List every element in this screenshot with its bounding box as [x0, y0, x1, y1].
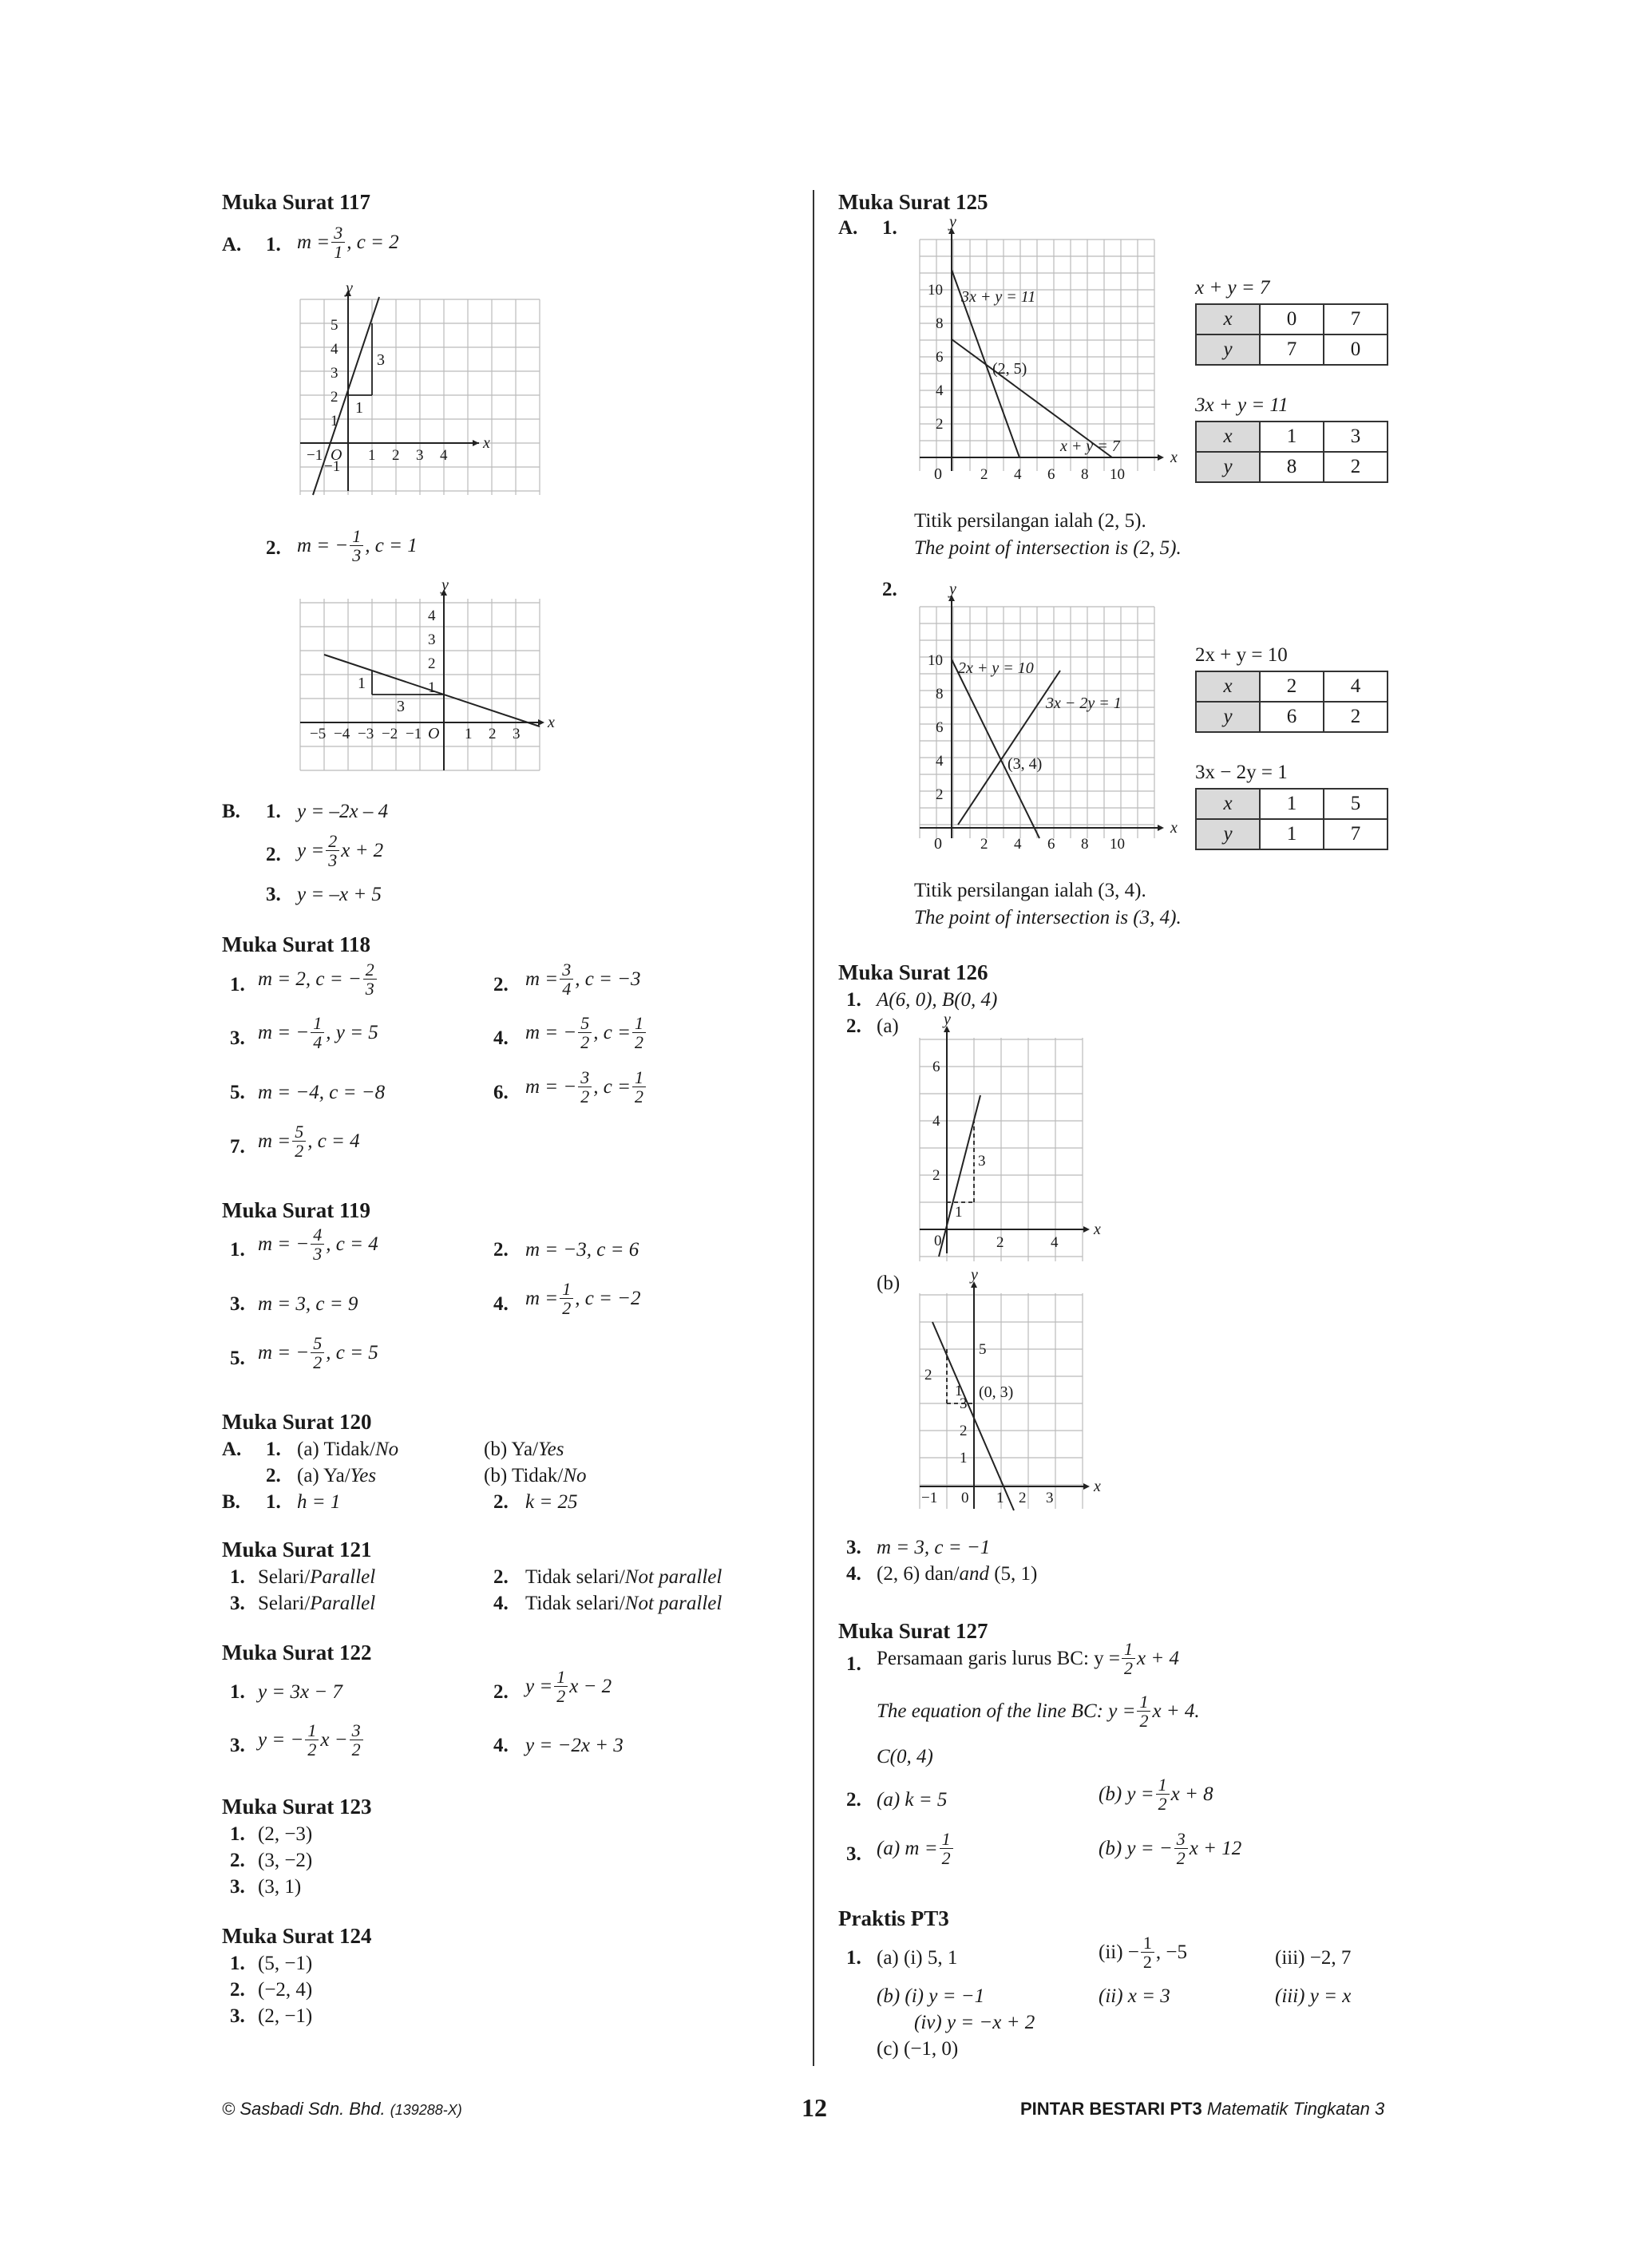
- x-tick: 2: [980, 836, 988, 853]
- x-tick: −2: [382, 726, 398, 742]
- part-b-label: B.: [222, 801, 240, 822]
- answer-120-b2: k = 25: [525, 1491, 578, 1513]
- x-axis-label: x: [1094, 1478, 1101, 1495]
- answer-118-4: m = − $\frac{5}{2}$ , c = $\frac{1}{2}$: [525, 1014, 647, 1051]
- item-number: 2.: [230, 1979, 245, 2001]
- answer-pt3-b-iii: (iii) y = x: [1275, 1985, 1352, 2007]
- item-number: 7.: [230, 1136, 245, 1158]
- item-number: 6.: [493, 1082, 509, 1103]
- answer-pt3-b-iv: (iv) y = −x + 2: [914, 2012, 1035, 2033]
- item-number: 2.: [266, 1465, 281, 1486]
- answer-124-2: (−2, 4): [258, 1979, 313, 2001]
- x-tick: 4: [440, 447, 448, 464]
- item-number: 1.: [230, 1823, 245, 1845]
- footer-book-title: PINTAR BESTARI PT3 Matematik Tingkatan 3: [1020, 2099, 1385, 2119]
- item-number: 3.: [230, 1027, 245, 1049]
- x-tick: 3: [1046, 1490, 1054, 1506]
- answer-117-b2: y = $\frac{2}{3}$ x + 2: [297, 831, 384, 871]
- answer-127-2a: (a) k = 5: [877, 1789, 948, 1811]
- part-label: (a): [877, 1015, 899, 1037]
- x-tick: 2: [980, 466, 988, 483]
- item-number: 2.: [493, 1239, 509, 1261]
- section-heading-122: Muka Surat 122: [222, 1641, 372, 1664]
- point-label: (0, 3): [979, 1383, 1014, 1401]
- answer-121-1: Selari/Parallel: [258, 1566, 376, 1588]
- answer-117-b3: y = –x + 5: [297, 884, 382, 905]
- run-label: 3: [397, 698, 405, 715]
- table-title: x + y = 7: [1195, 277, 1270, 299]
- x-tick: −1: [406, 726, 422, 742]
- item-number: 2.: [846, 1015, 861, 1037]
- rise-label: 3: [978, 1153, 986, 1170]
- y-tick: 10: [928, 282, 943, 299]
- item-number: 1.: [266, 1439, 281, 1460]
- answer-pt3-b-ii: (ii) x = 3: [1099, 1985, 1170, 2007]
- answer-123-2: (3, −2): [258, 1850, 313, 1871]
- graph-117-2: [295, 579, 567, 774]
- answer-pt3-c: (c) (−1, 0): [877, 2038, 959, 2060]
- section-heading-121: Muka Surat 121: [222, 1538, 372, 1561]
- item-number: 2.: [230, 1850, 245, 1871]
- answer-119-4: m = $\frac{1}{2}$ , c = −2: [525, 1279, 641, 1319]
- graph-117-1: [295, 283, 551, 499]
- x-tick: 4: [1051, 1234, 1059, 1251]
- run-label: 1: [955, 1204, 963, 1221]
- answer-117-b1: y = –2x – 4: [297, 801, 389, 822]
- run-label: 1: [955, 1383, 963, 1399]
- item-number: 3.: [846, 1843, 861, 1865]
- answer-118-2: m = $\frac{3}{4}$ , c = −3: [525, 960, 641, 999]
- answer-121-4: Tidak selari/Not parallel: [525, 1593, 722, 1614]
- answer-120-a2a: (a) Ya/Yes: [297, 1465, 377, 1486]
- answer-pt3-a-ii: (ii) − $\frac{1}{2}$ , −5: [1099, 1933, 1188, 1973]
- y-axis-label: y: [944, 1014, 951, 1028]
- x-tick: 6: [1047, 466, 1055, 483]
- y-tick: 3: [428, 631, 436, 648]
- section-heading-120: Muka Surat 120: [222, 1410, 372, 1434]
- y-tick: 2: [936, 786, 944, 803]
- answer-122-3: y = − $\frac{1}{2}$ x − $\frac{3}{2}$: [258, 1721, 365, 1759]
- x-tick: −1: [921, 1490, 938, 1506]
- x-tick: −3: [358, 726, 374, 742]
- answer-127-2b: (b) y = $\frac{1}{2}$ x + 8: [1099, 1775, 1213, 1815]
- item-number: 1.: [230, 1681, 245, 1703]
- answer-118-3: m = − $\frac{1}{4}$ , y = 5: [258, 1013, 378, 1053]
- value-table-125-2b: x 1 5 y 1 7: [1195, 788, 1388, 850]
- x-tick: 4: [1014, 836, 1022, 853]
- x-axis-label: x: [483, 434, 490, 452]
- y-tick: 2: [960, 1423, 968, 1439]
- answer-127-1: Persamaan garis lurus BC: y = $\frac{1}{2}$ x + 4: [877, 1639, 1179, 1679]
- answer-127-1-en: The equation of the line BC: y = $\frac{1}{2}$ x + 4.: [877, 1692, 1200, 1732]
- origin-label: 0: [934, 465, 942, 483]
- answer-122-4: y = −2x + 3: [525, 1735, 624, 1756]
- x-tick: 1: [996, 1490, 1004, 1506]
- intersection-note-en: The point of intersection is (2, 5).: [914, 537, 1182, 559]
- x-tick: 2: [1019, 1490, 1027, 1506]
- x-tick: −5: [310, 726, 327, 742]
- item-number: 5.: [230, 1082, 245, 1103]
- x-tick: 8: [1081, 836, 1089, 853]
- item-number: 2.: [846, 1789, 861, 1811]
- x-tick: −4: [334, 726, 350, 742]
- y-tick: 1: [331, 413, 338, 429]
- answer-122-1: y = 3x − 7: [258, 1681, 342, 1703]
- x-tick: 6: [1047, 836, 1055, 853]
- answer-126-1: A(6, 0), B(0, 4): [877, 989, 998, 1011]
- y-tick: 6: [932, 1059, 940, 1075]
- item-number: 4.: [493, 1293, 509, 1315]
- item-number: 4.: [493, 1593, 509, 1614]
- rise-label: 3: [377, 351, 385, 369]
- y-tick: 5: [331, 317, 338, 334]
- section-heading-125: Muka Surat 125: [838, 190, 988, 214]
- answer-117-2: m = − $\frac{1}{3}$ , c = 1: [297, 526, 418, 566]
- y-tick: 2: [932, 1167, 940, 1184]
- x-axis-label: x: [1094, 1221, 1101, 1238]
- x-tick: 3: [513, 726, 521, 742]
- footer-copyright: © Sasbadi Sdn. Bhd. (139288-X): [222, 2099, 462, 2119]
- part-label: (b): [877, 1273, 901, 1294]
- value-table-125-1a: x 0 7 y 7 0: [1195, 303, 1388, 366]
- table-title: 3x − 2y = 1: [1195, 762, 1288, 783]
- answer-pt3-b-i: (b) (i) y = −1: [877, 1985, 985, 2007]
- item-number: 4.: [846, 1563, 861, 1585]
- y-tick: 1: [428, 679, 436, 696]
- y-tick: 4: [936, 382, 944, 399]
- item-number: 2.: [493, 1491, 509, 1513]
- y-tick: 6: [936, 719, 944, 736]
- item-number: 1.: [882, 217, 897, 239]
- answer-122-2: y = $\frac{1}{2}$ x − 2: [525, 1667, 612, 1707]
- y-tick: 3: [960, 1395, 968, 1412]
- graph-125-2: [910, 583, 1182, 862]
- y-tick: 1: [960, 1450, 968, 1466]
- y-tick: 4: [331, 341, 338, 358]
- x-tick: 2: [392, 447, 400, 464]
- y-axis-label: y: [949, 583, 956, 598]
- item-number: 1.: [230, 1953, 245, 1974]
- graph-126-a: [910, 1014, 1102, 1269]
- item-number: 1.: [230, 1566, 245, 1588]
- graph-126-b: [910, 1269, 1102, 1517]
- item-number: 2.: [266, 844, 281, 865]
- answer-123-3: (3, 1): [258, 1876, 302, 1898]
- part-a-label: A.: [838, 217, 858, 239]
- rise-label: 1: [358, 675, 366, 692]
- section-heading-117: Muka Surat 117: [222, 190, 371, 214]
- item-number: 1.: [230, 974, 245, 995]
- y-tick: 4: [932, 1113, 940, 1130]
- item-number: 4.: [493, 1735, 509, 1756]
- section-heading-123: Muka Surat 123: [222, 1795, 372, 1819]
- item-number: 3.: [266, 884, 281, 905]
- y-tick: 2: [331, 389, 338, 406]
- intersection-label: (3, 4): [1008, 755, 1043, 773]
- answer-126-4: (2, 6) dan/and (5, 1): [877, 1563, 1038, 1585]
- y-tick: 10: [928, 652, 943, 669]
- item-number: 5.: [230, 1348, 245, 1369]
- value-table-125-2a: x 2 4 y 6 2: [1195, 671, 1388, 733]
- answer-118-5: m = −4, c = −8: [258, 1082, 386, 1103]
- item-number: 1.: [266, 801, 281, 822]
- section-heading-119: Muka Surat 119: [222, 1198, 371, 1222]
- item-number: 1.: [846, 1947, 861, 1969]
- answer-117-1: m = $\frac{3}{1}$ , c = 2: [297, 223, 399, 263]
- x-tick: 10: [1110, 466, 1125, 483]
- x-axis-label: x: [1170, 449, 1178, 466]
- item-number: 1.: [846, 1653, 861, 1675]
- y-axis-label: y: [441, 579, 449, 594]
- item-number: 2.: [882, 579, 897, 600]
- answer-127-3b: (b) y = − $\frac{3}{2}$ x + 12: [1099, 1829, 1242, 1869]
- y-tick: 3: [331, 365, 338, 382]
- table-title: 2x + y = 10: [1195, 644, 1288, 666]
- answer-119-2: m = −3, c = 6: [525, 1239, 639, 1261]
- y-axis-label: y: [949, 216, 956, 231]
- x-axis-label: x: [548, 714, 555, 731]
- run-label: 1: [355, 399, 363, 417]
- item-number: 1.: [266, 234, 281, 255]
- x-tick: 4: [1014, 466, 1022, 483]
- answer-118-1: m = 2, c = − $\frac{2}{3}$: [258, 960, 378, 998]
- y-tick: −1: [324, 458, 341, 475]
- column-divider: [813, 190, 814, 2066]
- part-a-label: A.: [222, 1439, 242, 1460]
- answer-126-3: m = 3, c = −1: [877, 1537, 991, 1558]
- y-tick: 8: [936, 686, 944, 703]
- x-tick: 10: [1110, 836, 1125, 853]
- part-a-label: A.: [222, 234, 242, 255]
- graph-125-1: [910, 216, 1182, 495]
- y-tick: 5: [979, 1341, 987, 1358]
- x-axis-label: x: [1170, 819, 1178, 837]
- item-number: 3.: [230, 1735, 245, 1756]
- item-number: 2.: [493, 1681, 509, 1703]
- intersection-note: Titik persilangan ialah (3, 4).: [914, 880, 1146, 901]
- section-heading-124: Muka Surat 124: [222, 1924, 372, 1948]
- item-number: 2.: [266, 537, 281, 559]
- item-number: 2.: [493, 1566, 509, 1588]
- item-number: 1.: [266, 1491, 281, 1513]
- y-tick: 2: [936, 416, 944, 433]
- x-tick: 3: [416, 447, 424, 464]
- origin-label: 0: [934, 835, 942, 853]
- answer-127-1-point: C(0, 4): [877, 1746, 933, 1767]
- y-tick: 4: [428, 608, 436, 624]
- answer-pt3-a-iii: (iii) −2, 7: [1275, 1947, 1352, 1969]
- origin-label: O: [428, 725, 440, 742]
- y-axis-label: y: [971, 1269, 978, 1284]
- x-tick: −1: [307, 447, 323, 464]
- line-label: x + y = 7: [1060, 437, 1120, 455]
- answer-118-7: m = $\frac{5}{2}$ , c = 4: [258, 1122, 360, 1162]
- answer-127-3a: (a) m = $\frac{1}{2}$: [877, 1830, 955, 1867]
- origin-label: O: [331, 446, 342, 464]
- x-tick: 8: [1081, 466, 1089, 483]
- y-tick: 2: [428, 655, 436, 672]
- item-number: 1.: [230, 1239, 245, 1261]
- answer-124-1: (5, −1): [258, 1953, 313, 1974]
- x-tick: 2: [489, 726, 497, 742]
- y-tick: 6: [936, 349, 944, 366]
- section-heading-118: Muka Surat 118: [222, 932, 371, 956]
- answer-120-a1a: (a) Tidak/No: [297, 1439, 399, 1460]
- page-number: 12: [802, 2093, 827, 2122]
- intersection-note-en: The point of intersection is (3, 4).: [914, 907, 1182, 928]
- answer-121-2: Tidak selari/Not parallel: [525, 1566, 722, 1588]
- line-label: 3x − 2y = 1: [1046, 695, 1122, 712]
- x-tick: 1: [368, 447, 376, 464]
- answer-pt3-a-i: (a) (i) 5, 1: [877, 1947, 958, 1969]
- answer-124-3: (2, −1): [258, 2005, 313, 2027]
- y-tick: 4: [936, 753, 944, 770]
- answer-118-6: m = − $\frac{3}{2}$ , c = $\frac{1}{2}$: [525, 1068, 647, 1106]
- item-number: 3.: [230, 1293, 245, 1315]
- x-tick: 1: [465, 726, 473, 742]
- answer-121-3: Selari/Parallel: [258, 1593, 376, 1614]
- item-number: 4.: [493, 1027, 509, 1049]
- answer-119-5: m = − $\frac{5}{2}$ , c = 5: [258, 1333, 378, 1373]
- answer-119-3: m = 3, c = 9: [258, 1293, 358, 1315]
- origin-label: 0: [934, 1233, 942, 1249]
- item-number: 3.: [846, 1537, 861, 1558]
- answer-120-a1b: (b) Ya/Yes: [484, 1439, 564, 1460]
- section-heading-pt3: Praktis PT3: [838, 1906, 949, 1930]
- item-number: 2.: [493, 974, 509, 995]
- item-number: 3.: [230, 1593, 245, 1614]
- answer-123-1: (2, −3): [258, 1823, 313, 1845]
- origin-label: 0: [961, 1490, 969, 1506]
- table-title: 3x + y = 11: [1195, 394, 1289, 416]
- value-table-125-1b: x 1 3 y 8 2: [1195, 421, 1388, 483]
- rise-label: 2: [924, 1367, 932, 1383]
- section-heading-126: Muka Surat 126: [838, 960, 988, 984]
- section-heading-127: Muka Surat 127: [838, 1619, 988, 1643]
- x-tick: 2: [996, 1234, 1004, 1251]
- y-tick: 8: [936, 315, 944, 332]
- intersection-note: Titik persilangan ialah (2, 5).: [914, 510, 1146, 532]
- part-b-label: B.: [222, 1491, 240, 1513]
- y-axis-label: y: [346, 283, 353, 297]
- item-number: 3.: [230, 2005, 245, 2027]
- answer-120-a2b: (b) Tidak/No: [484, 1465, 587, 1486]
- line-label: 3x + y = 11: [961, 288, 1036, 306]
- item-number: 3.: [230, 1876, 245, 1898]
- item-number: 1.: [846, 989, 861, 1011]
- answer-120-b1: h = 1: [297, 1491, 341, 1513]
- answer-119-1: m = − $\frac{4}{3}$ , c = 4: [258, 1225, 378, 1265]
- intersection-label: (2, 5): [992, 360, 1027, 378]
- line-label: 2x + y = 10: [958, 659, 1034, 677]
